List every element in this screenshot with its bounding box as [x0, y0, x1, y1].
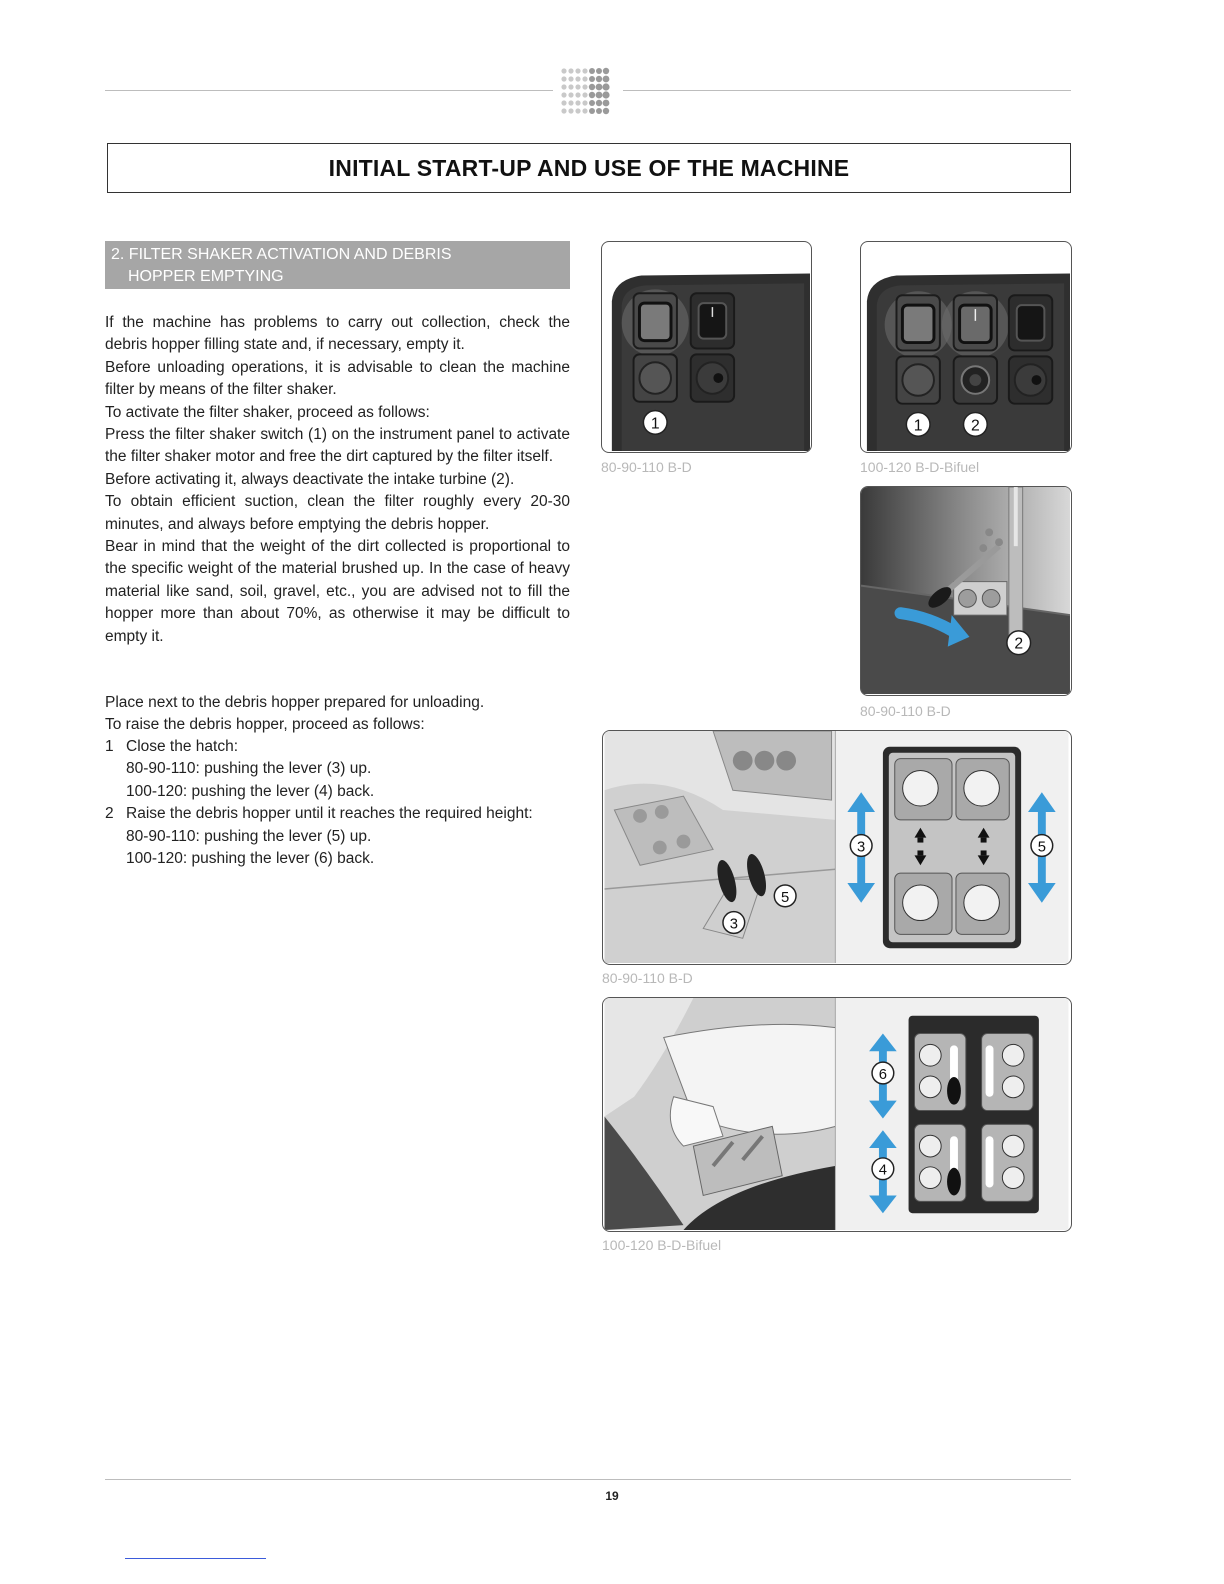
- paragraph: To activate the filter shaker, proceed as follows:: [105, 403, 430, 421]
- callout-5: 5: [1037, 839, 1046, 856]
- page-title: INITIAL START-UP AND USE OF THE MACHINE: [328, 154, 850, 181]
- header-rule-left: [105, 90, 553, 91]
- footer-link-underline: [125, 1558, 266, 1559]
- step-number: 2: [105, 805, 114, 823]
- callout-1: 1: [650, 415, 660, 433]
- section-heading-line2: HOPPER EMPTYING: [128, 268, 284, 285]
- paragraph: Press the filter shaker switch (1) on the instrument panel to activate the filter shaker motor and free the dirt captured by the filter itself.: [105, 426, 570, 466]
- callout-3: 3: [729, 916, 738, 933]
- list-item: [105, 803, 575, 825]
- page-number: 19: [605, 1489, 619, 1503]
- figure-caption: 100-120 B-D-Bifuel: [602, 1237, 722, 1253]
- figure-panel-80-90-110: [601, 241, 812, 453]
- figure-panel-100-120: [860, 241, 1072, 453]
- step-sub: 80-90-110: pushing the lever (5) up.: [126, 827, 372, 845]
- figure-turbine-lever: [860, 486, 1072, 696]
- step-number: 1: [105, 738, 114, 755]
- step-text: Raise the debris hopper until it reaches the required height:: [126, 805, 533, 823]
- paragraph: Place next to the debris hopper prepared for unloading.: [105, 694, 485, 711]
- step-text: Close the hatch:: [126, 738, 239, 755]
- figure-hopper-levers-100-120: [602, 997, 1072, 1232]
- callout-6: 6: [878, 1066, 888, 1083]
- step-sub: 100-120: pushing the lever (4) back.: [126, 782, 375, 800]
- paragraph: To raise the debris hopper, proceed as follows:: [105, 716, 425, 734]
- callout-4: 4: [878, 1162, 888, 1179]
- paragraph: Before activating it, always deactivate the intake turbine (2).: [105, 470, 515, 488]
- callout-1: 1: [913, 417, 923, 435]
- figure-caption: 80-90-110 B-D: [860, 703, 951, 719]
- callout-5: 5: [781, 889, 790, 906]
- section-heading: [105, 241, 570, 289]
- paragraph: Bear in mind that the weight of the dirt collected is proportional to the specific weight of the material brushed up. In the case of heavy material like sand, soil, gravel, etc., you are advised not to fill the hopper more than about 70%, as otherwise it may be difficult to empty it.: [105, 538, 570, 645]
- steps-list: [105, 736, 575, 870]
- footer-rule: [105, 1479, 1071, 1480]
- figure-caption: 80-90-110 B-D: [602, 970, 693, 986]
- paragraph: To obtain efficient suction, clean the filter roughly every 20-30 minutes, and always before emptying the debris hopper.: [105, 493, 570, 533]
- callout-3: 3: [857, 839, 866, 856]
- figure-caption: 80-90-110 B-D: [601, 459, 692, 475]
- callout-2: 2: [1014, 635, 1024, 653]
- figure-hopper-levers-80-90-110: [602, 730, 1072, 965]
- figure-caption: 100-120 B-D-Bifuel: [860, 459, 980, 475]
- callout-2: 2: [970, 417, 980, 435]
- instructions-block: [105, 312, 570, 648]
- paragraph: Before unloading operations, it is advisable to clean the machine filter by means of the filter shaker.: [105, 358, 570, 399]
- section-heading-line1: 2. FILTER SHAKER ACTIVATION AND DEBRIS: [111, 246, 452, 263]
- header-rule-right: [623, 90, 1071, 91]
- step-sub: 100-120: pushing the lever (6) back.: [126, 850, 375, 868]
- unloading-intro: [105, 692, 570, 737]
- paragraph: If the machine has problems to carry out collection, check the debris hopper filling state and, if necessary, empty it.: [105, 314, 570, 354]
- brand-logo: [556, 64, 620, 118]
- step-sub: 80-90-110: pushing the lever (3) up.: [126, 760, 372, 778]
- list-item: [105, 736, 575, 758]
- page-title-box: [107, 143, 1071, 193]
